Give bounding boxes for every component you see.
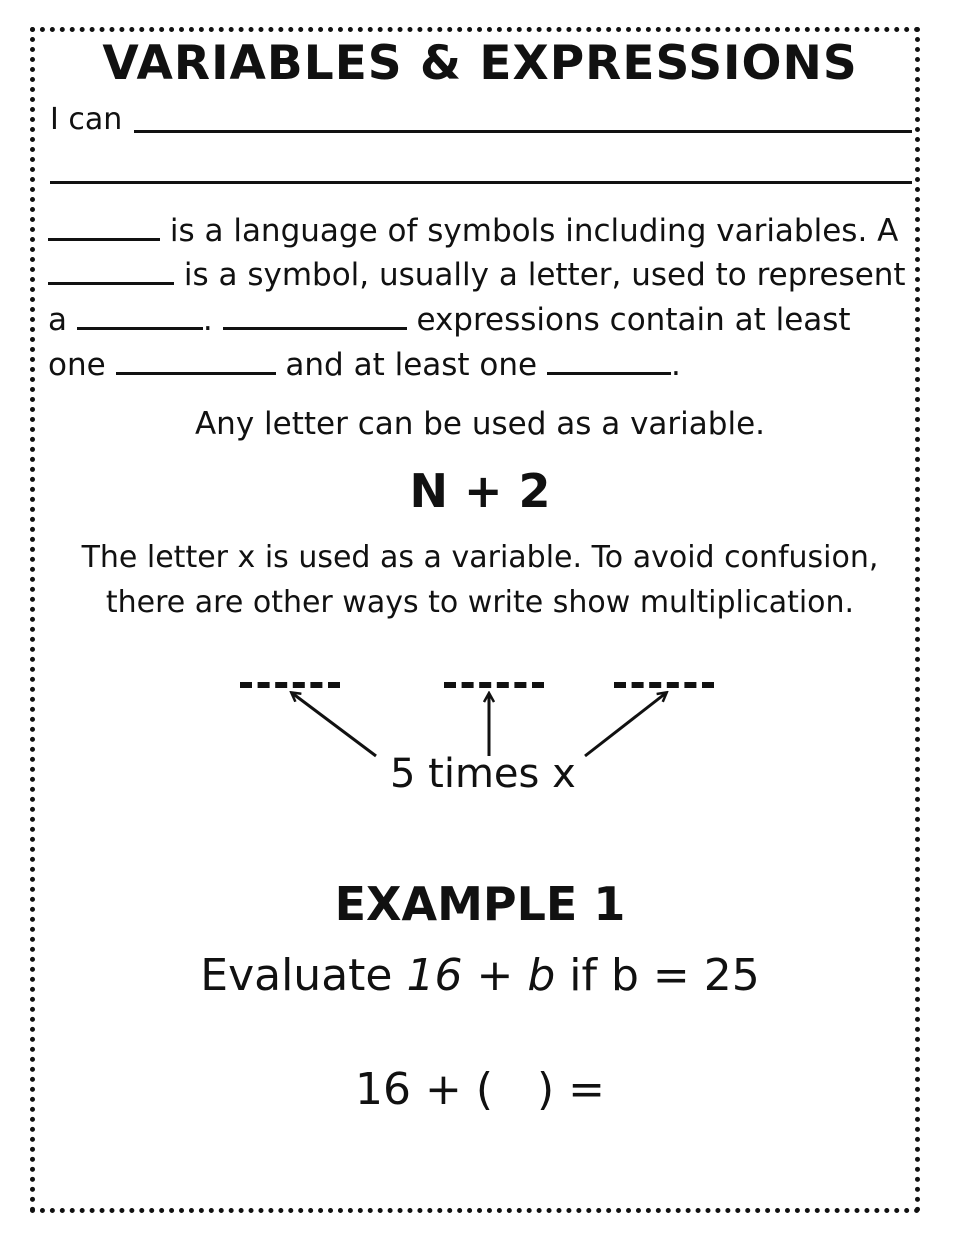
example-expression: N + 2 <box>409 464 551 518</box>
equation-right: ) = <box>536 1064 606 1115</box>
note-multiplication-line-2: there are other ways to write show multiplication. <box>105 585 855 620</box>
i-can-label: I can <box>50 102 123 137</box>
note-multiplication-line-1: The letter x is used as a variable. To avoid confusion, <box>81 540 879 575</box>
evaluate-expression: 16 + b <box>406 950 556 1001</box>
definition-line-4-end: . <box>670 347 681 383</box>
definition-line-4-start: one <box>48 347 106 383</box>
definition-line-3-start: a <box>48 302 67 338</box>
example-heading: EXAMPLE 1 <box>334 877 626 931</box>
times-label: 5 times x <box>390 751 576 797</box>
definition-line-2-text: is a symbol, usually a letter, used to represent <box>183 257 906 293</box>
equation-left: 16 + ( <box>354 1064 493 1115</box>
definition-line-3-end: expressions contain at least <box>416 302 851 338</box>
definition-line-4-mid: and at least one <box>285 347 538 383</box>
evaluate-prompt <box>0 949 960 1003</box>
definition-line-3-mid: . <box>202 302 213 338</box>
worksheet-title: VARIABLES & EXPRESSIONS <box>102 36 858 91</box>
definition-line-1-text: is a language of symbols including variables. A <box>169 213 899 249</box>
note-any-letter: Any letter can be used as a variable. <box>194 406 766 442</box>
arrow-left <box>292 693 376 756</box>
arrow-right <box>585 693 666 756</box>
evaluate-word: Evaluate <box>200 950 393 1001</box>
evaluate-condition: if b = 25 <box>569 950 760 1001</box>
equation-line <box>0 1063 960 1117</box>
